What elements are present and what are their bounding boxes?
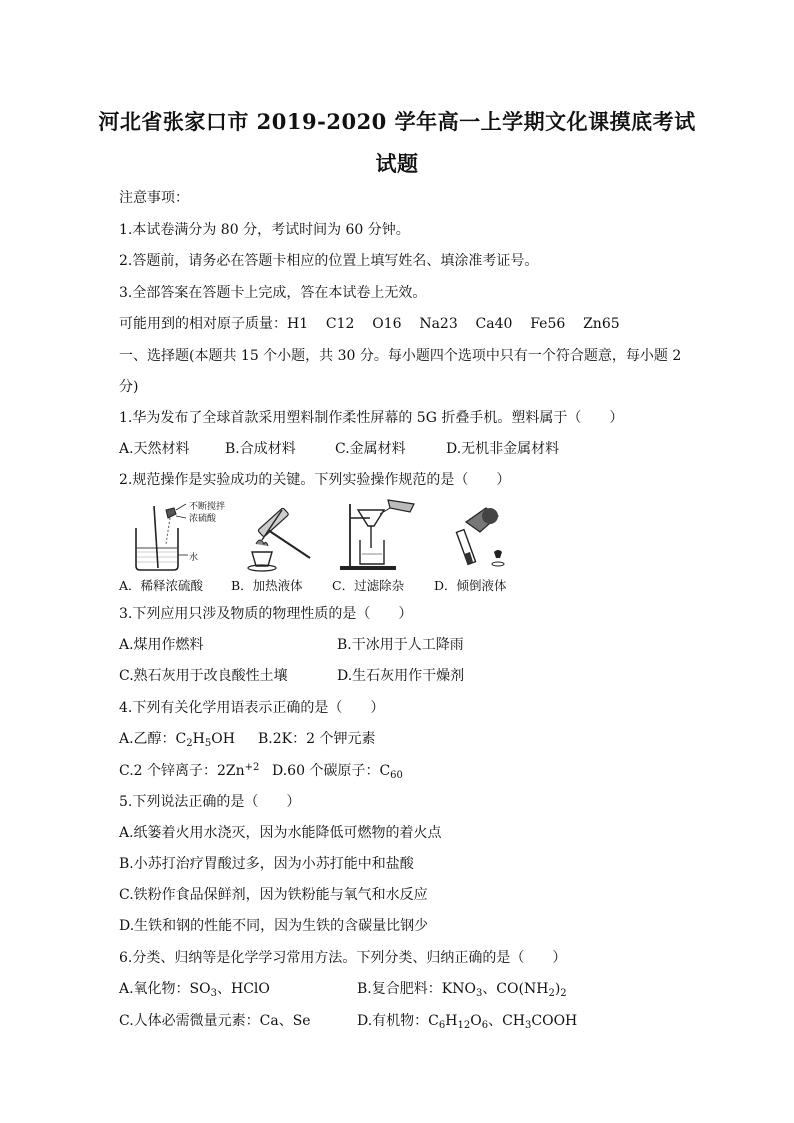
- atomic-masses: 可能用到的相对原子质量：H1 C12 O16 Na23 Ca40 Fe56 Zn65: [119, 316, 620, 332]
- figure-label-stir: 不断搅拌: [189, 502, 226, 512]
- filtration-figure: [336, 498, 426, 572]
- figure-caption-d: D．倾倒液体: [434, 578, 507, 593]
- exam-title-line2: 试题: [375, 151, 419, 176]
- question-6-stem: 6.分类、归纳等是化学学习常用方法。下列分类、归纳正确的是（ ）: [119, 950, 567, 966]
- q1-option-b: B.合成材料: [225, 441, 296, 457]
- q4-option-d: D.60 个碳原子：$C_{60}$: [272, 763, 403, 781]
- q1-option-d: D.无机非金属材料: [446, 441, 560, 457]
- q5-option-d: D.生铁和钢的性能不同，因为生铁的含碳量比钢少: [119, 918, 429, 934]
- q4-option-a: A.乙醇：$C_2H_5OH$: [119, 731, 235, 749]
- q4-option-b: B.2K：2 个钾元素: [258, 731, 376, 747]
- figure-caption-c: C．过滤除杂: [332, 578, 405, 593]
- notes-heading: 注意事项：: [119, 190, 189, 206]
- note-item: 2.答题前，请务必在答题卡相应的位置上填写姓名、填涂准考证号。: [119, 253, 539, 269]
- q3-option-d: D.生石灰用作干燥剂: [337, 668, 465, 684]
- figure-caption-a: A．稀释浓硫酸: [119, 578, 204, 593]
- q5-option-b: B.小苏打治疗胃酸过多，因为小苏打能中和盐酸: [119, 856, 414, 872]
- pouring-liquid-figure: [440, 502, 518, 572]
- question-4-stem: 4.下列有关化学用语表示正确的是（ ）: [119, 700, 385, 716]
- q1-option-a: A.天然材料: [119, 441, 190, 457]
- q5-option-c: C.铁粉作食品保鲜剂，因为铁粉能与氧气和水反应: [119, 887, 428, 903]
- q4-option-c: C.2 个锌离子：$2Zn^{+2}$: [119, 762, 260, 779]
- q6-option-a: A.氧化物：$SO_3$、HClO: [119, 981, 270, 999]
- note-item: 3.全部答案在答题卡上完成，答在本试卷上无效。: [119, 285, 427, 301]
- q1-option-c: C.金属材料: [335, 441, 406, 457]
- question-5-stem: 5.下列说法正确的是（ ）: [119, 794, 301, 810]
- section-heading-cont: 分): [119, 379, 139, 395]
- q3-option-c: C.熟石灰用于改良酸性土壤: [119, 668, 288, 684]
- q3-option-a: A.煤用作燃料: [119, 637, 204, 653]
- heating-tube-figure: [240, 500, 318, 572]
- question-2-stem: 2.规范操作是实验成功的关键。下列实验操作规范的是（ ）: [119, 472, 511, 488]
- q6-option-d: D.有机物：$C_6H_{12}O_6$、$CH_3COOH$: [357, 1013, 578, 1031]
- figure-label-water: 水: [189, 553, 199, 563]
- section-heading: 一、选择题(本题共 15 个小题，共 30 分。每小题四个选项中只有一个符合题意，每小题 2: [119, 348, 682, 364]
- note-item: 1.本试卷满分为 80 分，考试时间为 60 分钟。: [119, 222, 410, 238]
- q3-option-b: B.干冰用于人工降雨: [337, 637, 464, 653]
- question-3-stem: 3.下列应用只涉及物质的物理性质的是（ ）: [119, 606, 413, 622]
- question-1-stem: 1.华为发布了全球首款采用塑料制作柔性屏幕的 5G 折叠手机。塑料属于（ ）: [119, 410, 624, 426]
- q6-option-b: B.复合肥料：$KNO_3$、$CO(NH_2)_2$: [357, 981, 567, 999]
- exam-title-line1: 河北省张家口市 2019-2020 学年高一上学期文化课摸底考试: [98, 109, 696, 134]
- q5-option-a: A.纸篓着火用水浇灭，因为水能降低可燃物的着火点: [119, 825, 442, 841]
- figure-label-acid: 浓硫酸: [189, 514, 217, 524]
- figure-caption-b: B．加热液体: [231, 578, 303, 593]
- q6-option-c: C.人体必需微量元素：Ca、Se: [119, 1013, 311, 1029]
